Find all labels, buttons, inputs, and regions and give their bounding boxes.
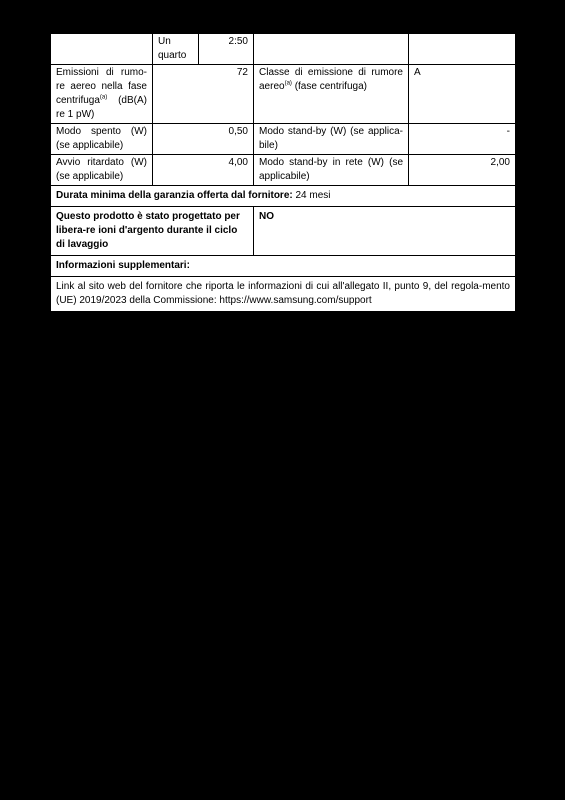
warranty-label: Durata minima della garanzia offerta dal fornitore: (56, 190, 293, 201)
noise-label-unit: (dB(A) re 1 pW) (56, 95, 147, 120)
table-row (51, 256, 516, 277)
noise-class-phase: (fase centrifuga) (291, 81, 367, 92)
noise-emission-label (51, 65, 153, 124)
silver-ions-value: NO (254, 207, 516, 256)
footnote-marker: (a) (284, 80, 292, 87)
product-info-table (50, 33, 516, 312)
empty-cell (254, 34, 409, 65)
additional-info-label: Informazioni supplementari: (51, 256, 516, 277)
networked-standby-value: 2,00 (409, 155, 516, 186)
table-row (51, 277, 516, 312)
table-row (51, 65, 516, 124)
noise-class-label (254, 65, 409, 124)
footnote-marker: (a) (99, 94, 108, 101)
off-mode-label: Modo spento (W) (se applicabile) (51, 124, 153, 155)
noise-emission-value: 72 (153, 65, 254, 124)
warranty-cell (51, 186, 516, 207)
networked-standby-label: Modo stand-by in rete (W) (se applicabile) (254, 155, 409, 186)
time-row-label: Un quarto (153, 34, 199, 65)
table-row (51, 34, 516, 65)
table-row (51, 207, 516, 256)
energy-info-sheet (50, 33, 515, 312)
noise-label-text: Emissioni di rumo-re aereo nella fase centrifuga (56, 67, 147, 106)
off-mode-value: 0,50 (153, 124, 254, 155)
silver-ions-label: Questo prodotto è stato progettato per libera-re ioni d'argento durante il ciclo di lavaggio (51, 207, 254, 256)
warranty-value: 24 mesi (292, 190, 331, 201)
noise-class-text: Classe di emissione di rumore aereo (259, 67, 403, 92)
table-row (51, 124, 516, 155)
delay-start-label: Avvio ritardato (W) (se applicabile) (51, 155, 153, 186)
empty-cell (409, 34, 516, 65)
time-row-value: 2:50 (199, 34, 254, 65)
empty-cell (51, 34, 153, 65)
noise-class-value: A (409, 65, 516, 124)
table-row (51, 155, 516, 186)
delay-start-value: 4,00 (153, 155, 254, 186)
standby-value: - (409, 124, 516, 155)
standby-label: Modo stand-by (W) (se applica-bile) (254, 124, 409, 155)
table-row (51, 186, 516, 207)
supplier-link-text: Link al sito web del fornitore che riporta le informazioni di cui all'allegato II, punto 9, del regola-mento (UE) 2019/2023 della Commissione: https://www.samsung.com/support (51, 277, 516, 312)
